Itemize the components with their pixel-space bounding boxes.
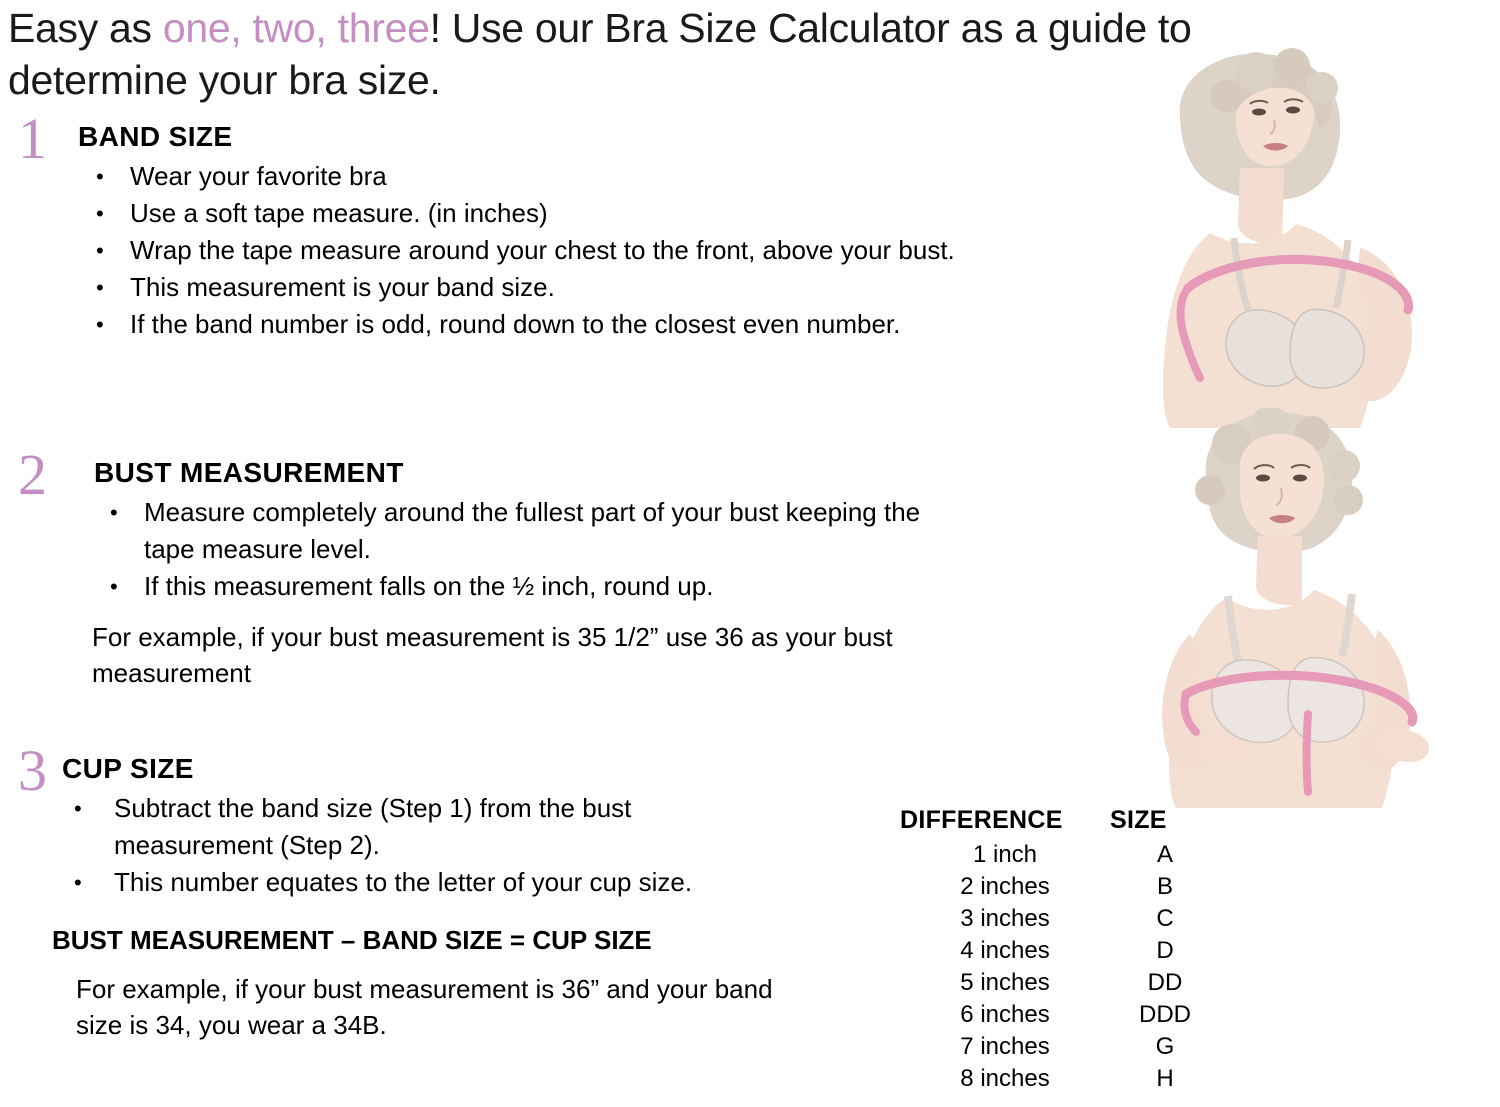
table-row: [900, 1063, 1230, 1095]
list-item: • Wrap the tape measure around your chest to the front, above your bust.: [78, 232, 978, 269]
step-title-cup-size: CUP SIZE: [62, 753, 194, 784]
headline-part-2: ! Use our Bra Size Calculator as a guide to determine your bra size.: [8, 5, 1192, 103]
cell-difference: 3 inches: [960, 905, 1050, 932]
cell-size: B: [1156, 873, 1173, 900]
cell-size: D: [1156, 937, 1174, 964]
cell-size: C: [1156, 905, 1174, 932]
table-row: [900, 1031, 1230, 1063]
step-cup-size: [0, 738, 1000, 1043]
list-item: • If this measurement falls on the ½ inch, round up.: [78, 568, 1000, 605]
cup-size-formula: BUST MEASUREMENT – BAND SIZE = CUP SIZE: [52, 925, 652, 955]
step-3-example-note: For example, if your bust measurement is 36” and your band size is 34, you wear a 34B.: [76, 974, 773, 1040]
step-number: 1: [18, 106, 47, 171]
cell-difference: 8 inches: [960, 1065, 1050, 1092]
step-3-bullet-list: [62, 790, 1000, 901]
list-item: • This measurement is your band size.: [78, 269, 1000, 306]
step-title-band-size: BAND SIZE: [78, 121, 233, 152]
table-header-row: [900, 806, 1230, 835]
cell-size: DDD: [1139, 1001, 1191, 1028]
cell-difference: 5 inches: [960, 969, 1050, 996]
step-1-bullet-list: [78, 158, 1000, 343]
table-row: [900, 871, 1230, 903]
step-2-example-note: For example, if your bust measurement is 35 1/2” use 36 as your bust measurement: [92, 622, 893, 688]
list-item: • Use a soft tape measure. (in inches): [78, 195, 1000, 232]
step-title-bust-measurement: BUST MEASUREMENT: [94, 457, 404, 488]
step-bust-measurement: [0, 442, 1000, 746]
table-row: [900, 999, 1230, 1031]
column-header-difference: DIFFERENCE: [900, 806, 1063, 834]
list-item: • Subtract the band size (Step 1) from the bust measurement (Step 2).: [62, 790, 762, 864]
cell-difference: 2 inches: [960, 873, 1050, 900]
cell-size: G: [1155, 1033, 1175, 1060]
table-row: [900, 839, 1230, 871]
cell-difference: 1 inch: [972, 841, 1038, 868]
difference-size-table: [900, 806, 1230, 1095]
table-row: [900, 935, 1230, 967]
woman-measuring-bust-fullest-part-illustration: [1060, 408, 1480, 808]
step-band-size: [0, 106, 1000, 450]
step-2-bullet-list: [78, 494, 1000, 605]
column-header-size: SIZE: [1110, 806, 1167, 834]
cell-size: H: [1156, 1065, 1174, 1092]
list-item: • If the band number is odd, round down to the closest even number.: [78, 306, 958, 343]
cell-size: DD: [1147, 969, 1183, 996]
list-item: • This number equates to the letter of your cup size.: [62, 864, 902, 901]
cell-difference: 4 inches: [960, 937, 1050, 964]
headline-part-1: Easy as: [8, 5, 163, 51]
step-number: 3: [18, 738, 47, 803]
cell-difference: 6 inches: [960, 1001, 1050, 1028]
woman-measuring-band-above-bust-illustration: [1060, 48, 1480, 428]
cell-difference: 7 inches: [960, 1033, 1050, 1060]
list-item: • Measure completely around the fullest part of your bust keeping the tape measure level.: [78, 494, 968, 568]
table-row: [900, 967, 1230, 999]
table-row: [900, 903, 1230, 935]
cell-size: A: [1156, 841, 1173, 868]
steps-column: [0, 106, 1000, 1049]
step-number: 2: [18, 442, 47, 507]
list-item: • Wear your favorite bra: [78, 158, 1000, 195]
headline-accent: one, two, three: [162, 5, 430, 51]
